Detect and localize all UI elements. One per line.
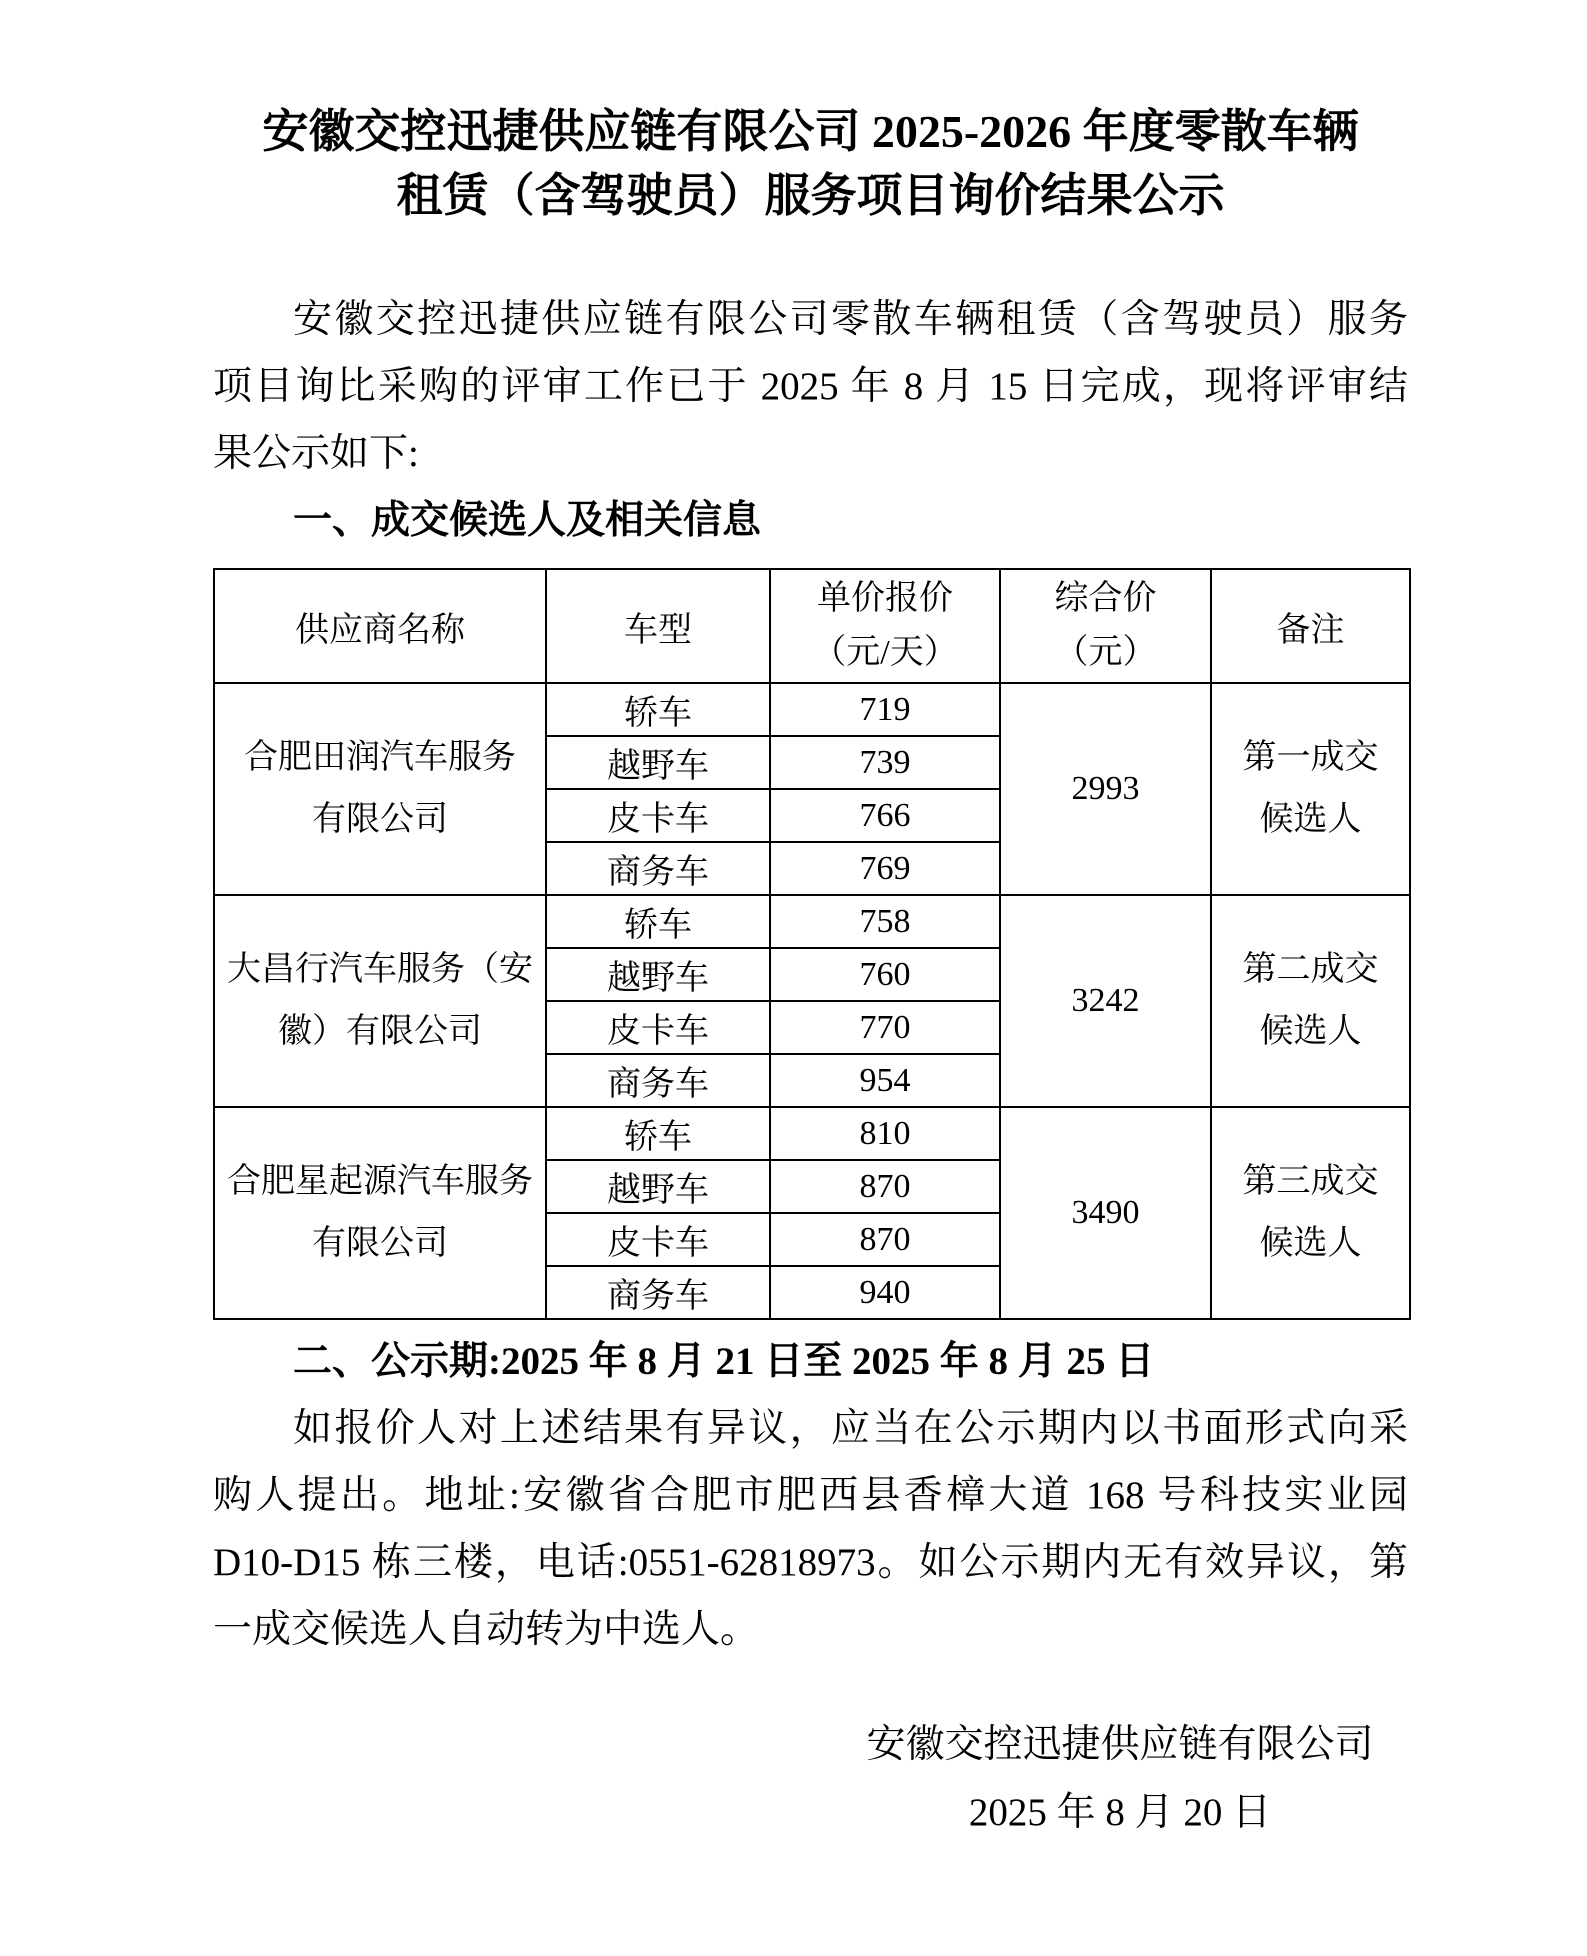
remark-line: 第一成交 — [1242, 739, 1379, 776]
unit-price-cell: 719 — [770, 683, 1000, 736]
vehicle-type-cell: 轿车 — [546, 895, 770, 948]
vehicle-type-cell: 商务车 — [546, 1054, 770, 1107]
document-title — [213, 0, 1408, 228]
intro-line: 果公示如下: — [213, 432, 419, 475]
col-header-remark: 备注 — [1211, 569, 1410, 683]
table-row — [214, 683, 1410, 736]
table-row — [214, 1107, 1410, 1160]
total-price-cell: 3242 — [1000, 895, 1211, 1107]
section-2-heading: 二、公示期:2025 年 8 月 21 日至 2025 年 8 月 25 日 — [293, 1340, 1155, 1383]
remark-line: 第二成交 — [1242, 951, 1379, 988]
unit-price-cell: 766 — [770, 789, 1000, 842]
remark-cell — [1211, 895, 1410, 1107]
col-header-unit-price-line-2: （元/天） — [812, 634, 958, 671]
col-header-supplier: 供应商名称 — [214, 569, 546, 683]
notice-line: D10-D15 栋三楼，电话:0551-62818973。如公示期内无有效异议，第 — [213, 1541, 1408, 1584]
remark-cell — [1211, 1107, 1410, 1319]
table-row — [214, 895, 1410, 948]
vehicle-type-cell: 商务车 — [546, 842, 770, 895]
notice-line: 如报价人对上述结果有异议，应当在公示期内以书面形式向采 — [293, 1407, 1408, 1450]
supplier-name-cell — [214, 1107, 546, 1319]
supplier-name-line: 有限公司 — [312, 801, 448, 838]
intro-paragraph — [213, 286, 1408, 487]
unit-price-cell: 940 — [770, 1266, 1000, 1319]
remark-line: 候选人 — [1259, 1013, 1362, 1050]
remark-line: 候选人 — [1259, 801, 1362, 838]
col-header-unit-price-line-1: 单价报价 — [817, 580, 953, 617]
vehicle-type-cell: 皮卡车 — [546, 1213, 770, 1266]
unit-price-cell: 870 — [770, 1160, 1000, 1213]
unit-price-cell: 870 — [770, 1213, 1000, 1266]
document-content — [213, 0, 1408, 1847]
unit-price-cell: 760 — [770, 948, 1000, 1001]
supplier-name-line: 有限公司 — [312, 1225, 448, 1262]
vehicle-type-cell: 越野车 — [546, 736, 770, 789]
remark-line: 候选人 — [1259, 1225, 1362, 1262]
supplier-name-line: 合肥田润汽车服务 — [244, 739, 516, 776]
notice-line: 购人提出。地址:安徽省合肥市肥西县香樟大道 168 号科技实业园 — [213, 1474, 1408, 1517]
remark-cell — [1211, 683, 1410, 895]
signature-company: 安徽交控迅捷供应链有限公司 — [866, 1723, 1374, 1766]
document-title-line-1: 安徽交控迅捷供应链有限公司 2025-2026 年度零散车辆 — [262, 106, 1359, 157]
signature-date: 2025 年 8 月 20 日 — [968, 1791, 1272, 1834]
unit-price-cell: 758 — [770, 895, 1000, 948]
notice-line: 一成交候选人自动转为中选人。 — [213, 1608, 760, 1651]
unit-price-cell: 810 — [770, 1107, 1000, 1160]
signature-block — [810, 1711, 1430, 1847]
total-price-cell: 2993 — [1000, 683, 1211, 895]
unit-price-cell: 954 — [770, 1054, 1000, 1107]
table-header-row — [214, 569, 1410, 683]
col-header-total-price — [1000, 569, 1211, 683]
vehicle-type-cell: 皮卡车 — [546, 789, 770, 842]
col-header-total-price-line-2: （元） — [1054, 634, 1157, 671]
col-header-unit-price — [770, 569, 1000, 683]
section-1-heading: 一、成交候选人及相关信息 — [293, 499, 762, 542]
remark-line: 第三成交 — [1242, 1163, 1379, 1200]
vehicle-type-cell: 轿车 — [546, 683, 770, 736]
vehicle-type-cell: 越野车 — [546, 1160, 770, 1213]
intro-line: 安徽交控迅捷供应链有限公司零散车辆租赁（含驾驶员）服务 — [293, 298, 1408, 341]
supplier-name-cell — [214, 895, 546, 1107]
vehicle-type-cell: 商务车 — [546, 1266, 770, 1319]
supplier-name-line: 合肥星起源汽车服务 — [227, 1163, 533, 1200]
results-table — [213, 568, 1411, 1320]
vehicle-type-cell: 越野车 — [546, 948, 770, 1001]
unit-price-cell: 769 — [770, 842, 1000, 895]
col-header-total-price-line-1: 综合价 — [1054, 580, 1157, 617]
supplier-name-cell — [214, 683, 546, 895]
intro-line: 项目询比采购的评审工作已于 2025 年 8 月 15 日完成，现将评审结 — [213, 365, 1408, 408]
col-header-vehicle: 车型 — [546, 569, 770, 683]
vehicle-type-cell: 皮卡车 — [546, 1001, 770, 1054]
total-price-cell: 3490 — [1000, 1107, 1211, 1319]
unit-price-cell: 739 — [770, 736, 1000, 789]
supplier-name-line: 大昌行汽车服务（安 — [227, 951, 533, 988]
notice-paragraph — [213, 1395, 1408, 1663]
supplier-name-line: 徽）有限公司 — [278, 1013, 482, 1050]
unit-price-cell: 770 — [770, 1001, 1000, 1054]
document-title-line-2: 租赁（含驾驶员）服务项目询价结果公示 — [396, 170, 1225, 221]
vehicle-type-cell: 轿车 — [546, 1107, 770, 1160]
